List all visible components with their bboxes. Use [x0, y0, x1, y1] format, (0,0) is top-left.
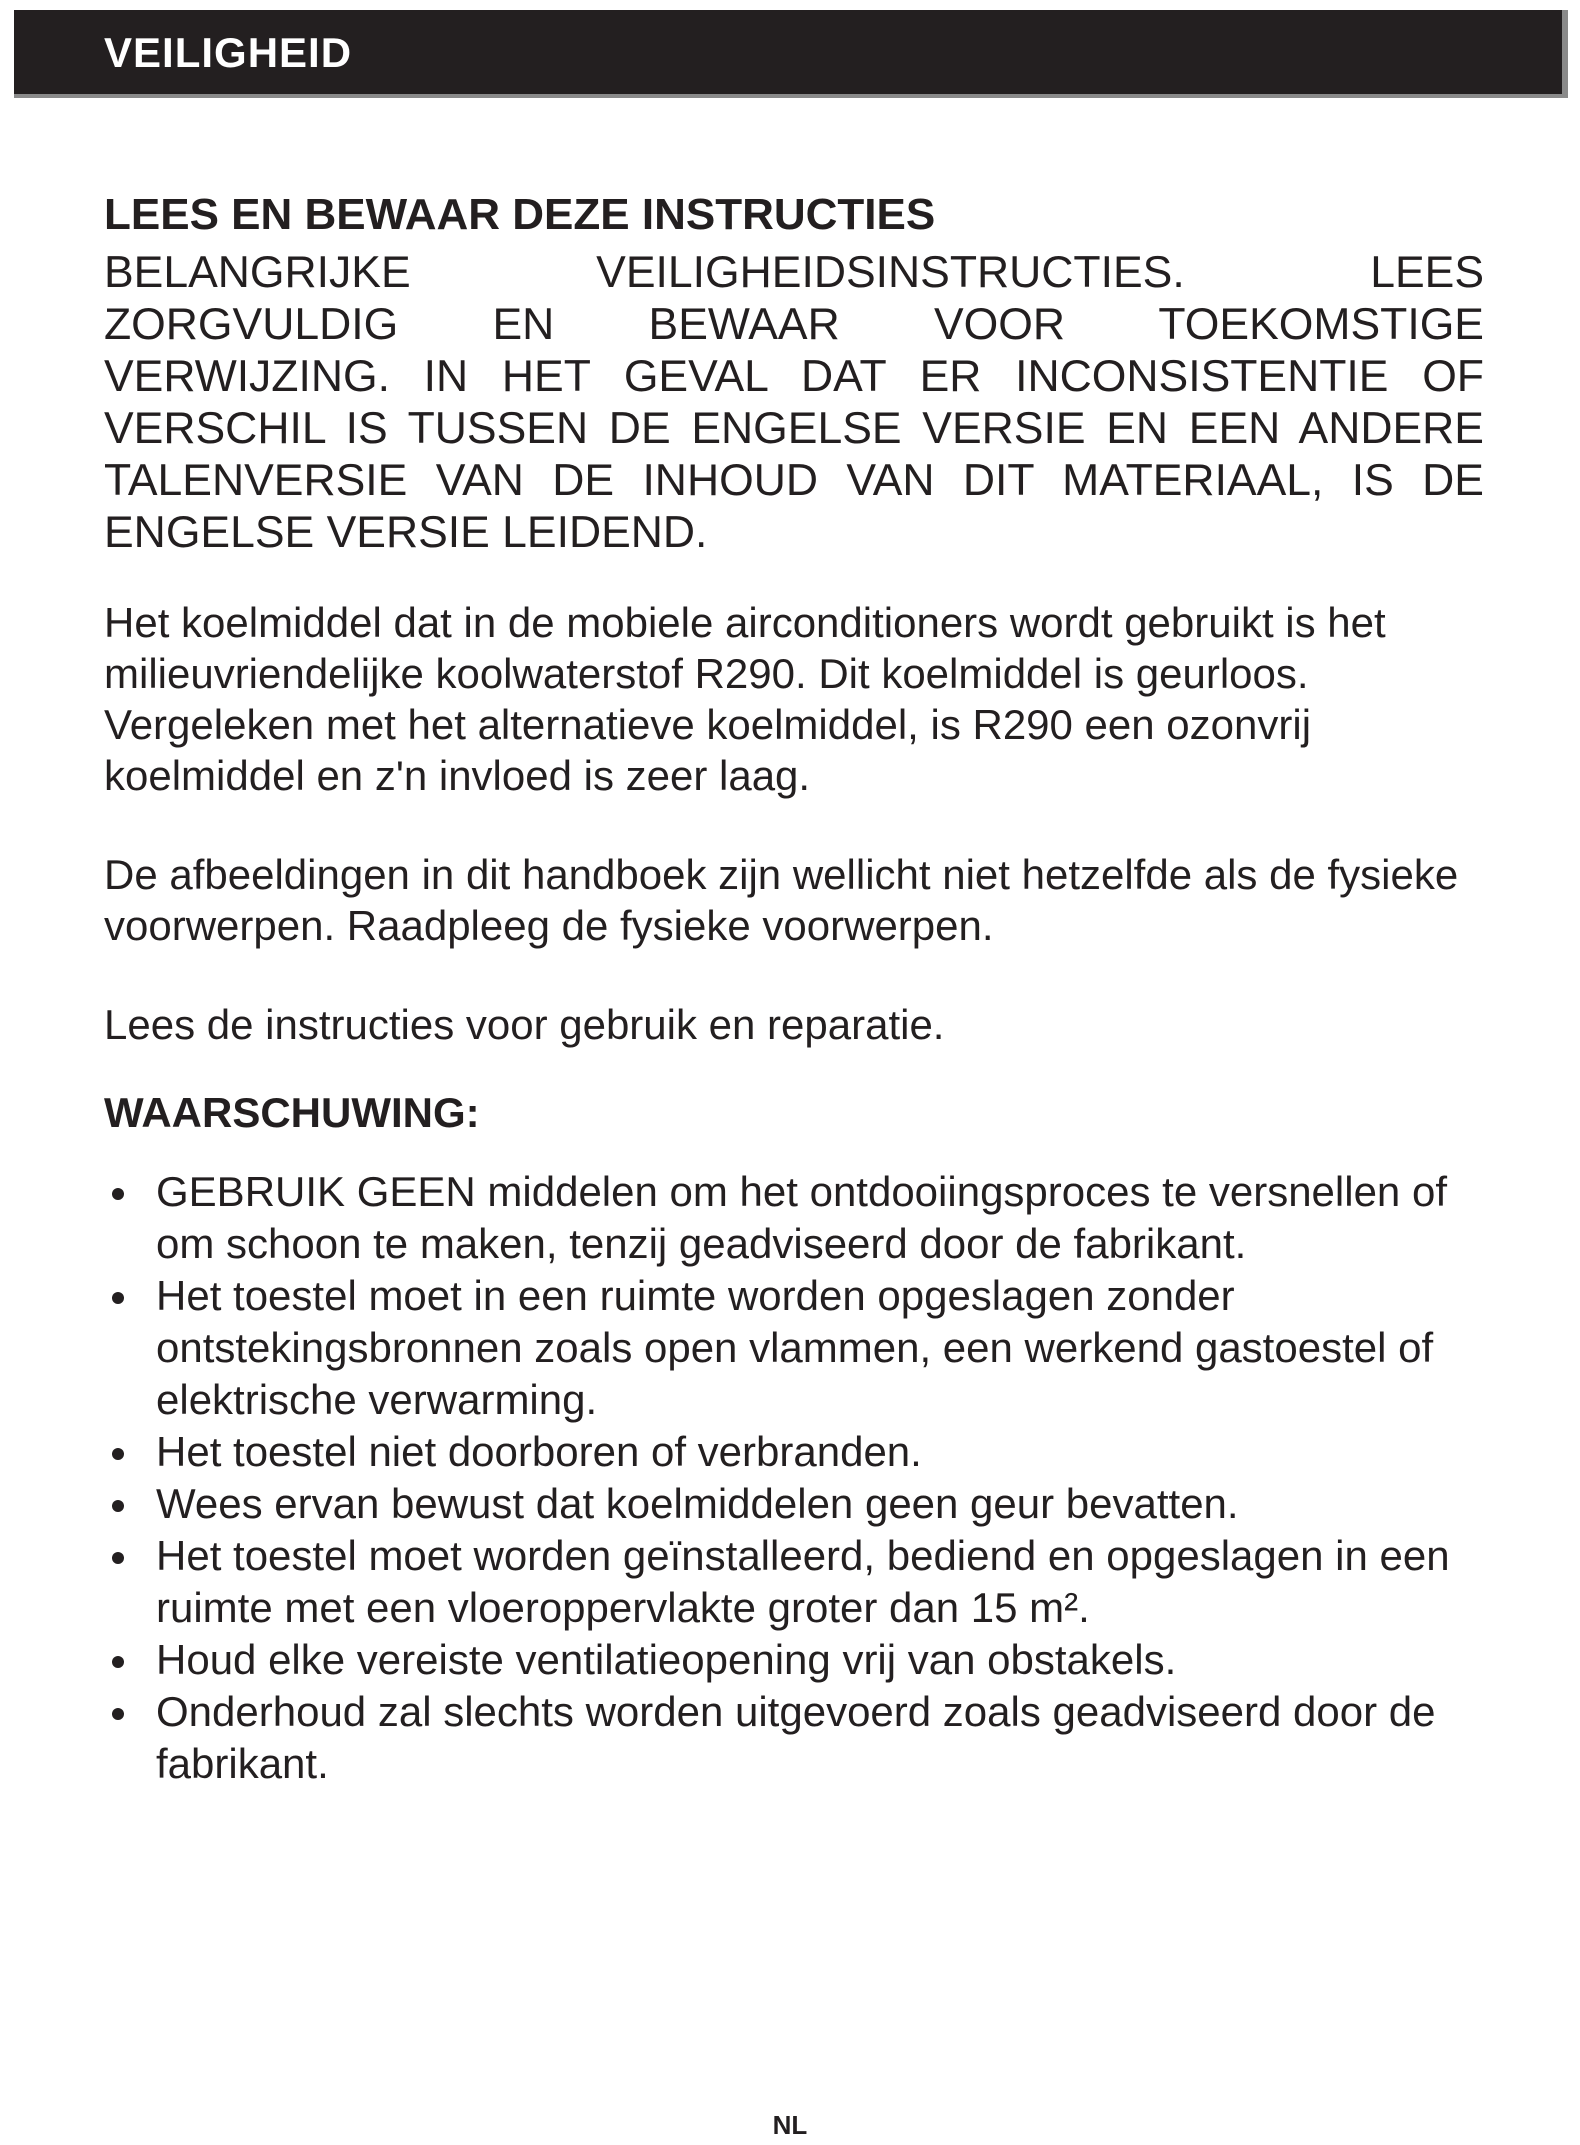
safety-intro-line: VERSCHIL IS TUSSEN DE ENGELSE VERSIE EN EEN ANDERE: [104, 403, 1484, 453]
safety-intro-line: TALENVERSIE VAN DE INHOUD VAN DIT MATERIAAL, IS DE: [104, 455, 1484, 505]
list-item-text: Het toestel niet doorboren of verbranden.: [156, 1427, 922, 1475]
bullet-icon: [112, 1656, 124, 1668]
safety-intro-line: ZORGVULDIG EN BEWAAR VOOR TOEKOMSTIGE: [104, 299, 1484, 349]
bullet-icon: [112, 1552, 124, 1564]
safety-intro-line: BELANGRIJKE VEILIGHEIDSINSTRUCTIES. LEES: [104, 247, 1484, 297]
list-item-text: Het toestel moet worden geïnstalleerd, bediend en opgeslagen in een ruimte met een vloeroppervlakte groter dan 15 m².: [156, 1531, 1450, 1631]
list-item-text: Houd elke vereiste ventilatieopening vrij van obstakels.: [156, 1635, 1177, 1683]
list-item: [104, 1426, 1484, 1478]
language-label: NL: [772, 2110, 808, 2140]
list-item-text: Wees ervan bewust dat koelmiddelen geen geur bevatten.: [156, 1479, 1239, 1527]
bullet-icon: [112, 1708, 124, 1720]
instructions-paragraph: Lees de instructies voor gebruik en reparatie.: [104, 1000, 945, 1048]
section-heading: LEES EN BEWAAR DEZE INSTRUCTIES: [104, 190, 936, 239]
list-item: [104, 1686, 1484, 1790]
warning-list: [104, 1166, 1484, 1790]
illustrations-paragraph: De afbeeldingen in dit handboek zijn wellicht niet hetzelfde als de fysieke voorwerpen. Raadpleeg de fysieke voorwerpen.: [104, 850, 1459, 949]
main-content: [104, 190, 1484, 1790]
list-item: [104, 1166, 1484, 1270]
page-title: VEILIGHEID: [104, 29, 353, 76]
list-item-text: Onderhoud zal slechts worden uitgevoerd zoals geadviseerd door de fabrikant.: [156, 1687, 1436, 1787]
safety-intro-line: VERWIJZING. IN HET GEVAL DAT ER INCONSISTENTIE OF: [104, 351, 1484, 401]
warning-heading: WAARSCHUWING:: [104, 1088, 480, 1136]
safety-intro-line: ENGELSE VERSIE LEIDEND.: [104, 507, 708, 557]
list-item: [104, 1634, 1484, 1686]
refrigerant-paragraph: Het koelmiddel dat in de mobiele airconditioners wordt gebruikt is het milieuvriendelijke koolwaterstof R290. Dit koelmiddel is geurloos. Vergeleken met het alternatieve koelmiddel, is R290 een ozonvrij koelmiddel en z'n invloed is zeer laag.: [104, 598, 1386, 799]
list-item-text: GEBRUIK GEEN middelen om het ontdooiingsproces te versnellen of om schoon te maken, tenzij geadviseerd door de fabrikant.: [156, 1167, 1447, 1267]
bullet-icon: [112, 1188, 124, 1200]
list-item: [104, 1478, 1484, 1530]
header-bar: [14, 10, 1568, 98]
bullet-icon: [112, 1292, 124, 1304]
bullet-icon: [112, 1448, 124, 1460]
list-item: [104, 1530, 1484, 1634]
list-item: [104, 1270, 1484, 1426]
bullet-icon: [112, 1500, 124, 1512]
safety-intro: [104, 247, 1484, 559]
list-item-text: Het toestel moet in een ruimte worden opgeslagen zonder ontstekingsbronnen zoals open vlammen, een werkend gastoestel of elektrische verwarming.: [156, 1271, 1434, 1423]
